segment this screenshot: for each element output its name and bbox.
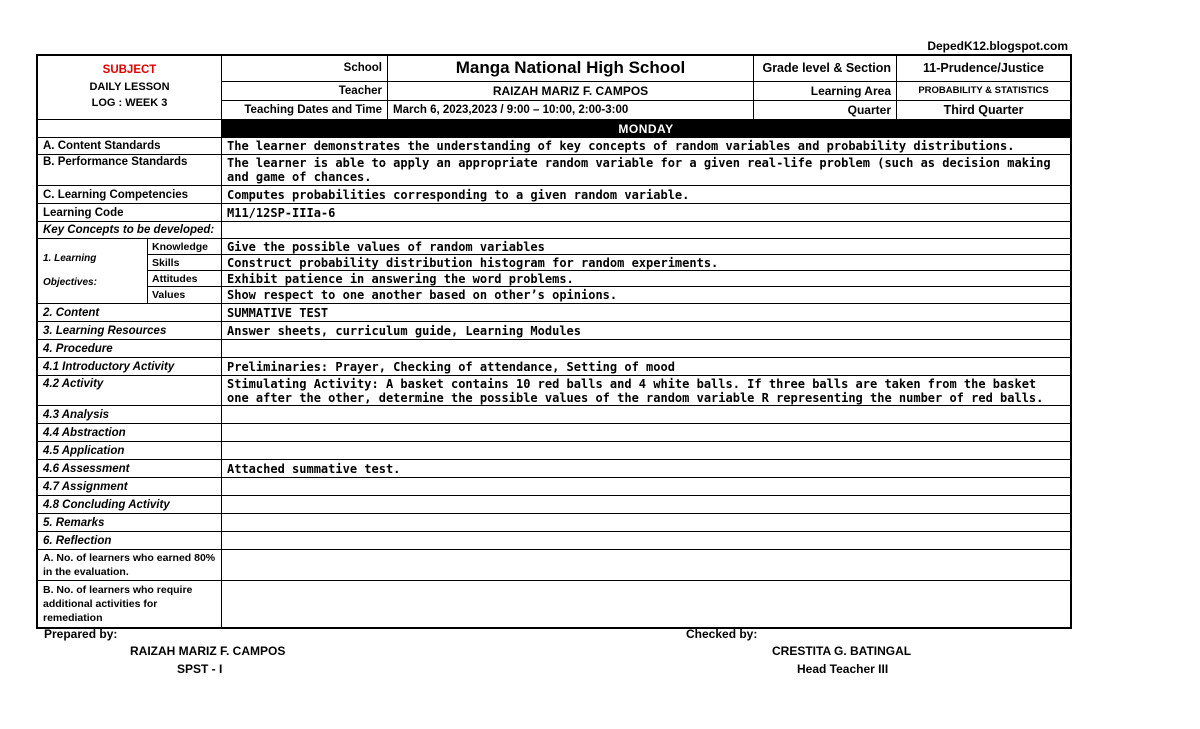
row-intro: [38, 358, 1070, 376]
concluding-value: [222, 496, 1070, 513]
row-procedure: [38, 340, 1070, 358]
teacher-label: Teacher: [222, 82, 388, 100]
analysis-value: [222, 406, 1070, 423]
checked-label: Checked by:: [686, 627, 758, 641]
row-reflection: [38, 532, 1070, 550]
dates-row: [222, 101, 1070, 119]
assignment-value: [222, 478, 1070, 495]
row-application: [38, 442, 1070, 460]
knowledge-label: Knowledge: [148, 239, 221, 255]
row-abstraction: [38, 424, 1070, 442]
row-key-concepts: [38, 222, 1070, 239]
header-row: [38, 56, 1070, 120]
checked-name: CRESTITA G. BATINGAL: [772, 644, 912, 658]
prepared-label: Prepared by:: [44, 627, 118, 641]
competencies-value: Computes probabilities corresponding to a given random variable.: [227, 187, 690, 202]
attitudes-label: Attitudes: [148, 271, 221, 287]
concluding-label: 4.8 Concluding Activity: [38, 496, 222, 513]
reflection-value: [222, 532, 1070, 549]
row-remarks: [38, 514, 1070, 532]
values-value: Show respect to one another based on other’s opinions.: [227, 288, 618, 302]
quarter-value: Third Quarter: [943, 102, 1024, 117]
key-concepts-label: Key Concepts to be developed:: [38, 222, 222, 238]
resources-label: 3. Learning Resources: [38, 322, 222, 339]
row-resources: [38, 322, 1070, 340]
key-concepts-value: [222, 222, 1070, 238]
quarter-label: Quarter: [754, 101, 897, 119]
row-competencies: [38, 186, 1070, 204]
row-content-standards: [38, 138, 1070, 155]
objectives-label-2: Objectives:: [43, 277, 97, 288]
objectives-label: [38, 239, 148, 303]
dates-value: March 6, 2023,2023 / 9:00 – 10:00, 2:00-3:00: [388, 101, 754, 119]
assignment-label: 4.7 Assignment: [38, 478, 222, 495]
activity-value: Stimulating Activity: A basket contains 10 red balls and 4 white balls. If three balls are taken from the basket one after the other, determine the possible values of the random variable R representing the number of red balls.: [227, 376, 1044, 405]
analysis-label: 4.3 Analysis: [38, 406, 222, 423]
row-earned: [38, 550, 1070, 581]
application-value: [222, 442, 1070, 459]
intro-label: 4.1 Introductory Activity: [38, 358, 222, 375]
row-performance-standards: [38, 155, 1070, 186]
prepared-name: RAIZAH MARIZ F. CAMPOS: [130, 644, 286, 658]
content-standards-value: The learner demonstrates the understanding of key concepts of random variables and probability distributions.: [227, 139, 1015, 153]
remediation-label: B. No. of learners who require additional activities for remediation: [38, 581, 222, 627]
objective-values: [222, 239, 1070, 303]
school-row: [222, 56, 1070, 82]
procedure-label: 4. Procedure: [38, 340, 222, 357]
header-info: [222, 56, 1070, 119]
application-label: 4.5 Application: [38, 442, 222, 459]
dll-table: [36, 54, 1072, 629]
teacher-row: [222, 82, 1070, 101]
earned-value: [222, 550, 1070, 580]
row-learning-code: [38, 204, 1070, 222]
dates-label: Teaching Dates and Time: [222, 101, 388, 119]
remarks-label: 5. Remarks: [38, 514, 222, 531]
grade-value: 11-Prudence/Justice: [923, 61, 1044, 76]
knowledge-value: Give the possible values of random variables: [222, 239, 1070, 255]
subject-label: SUBJECT: [102, 64, 157, 76]
remediation-value: [222, 581, 1070, 627]
checked-title: Head Teacher III: [797, 662, 889, 676]
site-url: DepedK12.blogspot.com: [927, 39, 1068, 53]
abstraction-value: [222, 424, 1070, 441]
content-value: SUMMATIVE TEST: [227, 305, 329, 320]
school-label: School: [222, 56, 388, 81]
row-assessment: [38, 460, 1070, 478]
activity-label: 4.2 Activity: [38, 376, 222, 405]
learning-code-label: Learning Code: [38, 204, 222, 221]
area-label: Learning Area: [754, 82, 897, 100]
row-assignment: [38, 478, 1070, 496]
attitudes-value: Exhibit patience in answering the word problems.: [222, 271, 1070, 287]
area-value: PROBABILITY & STATISTICS: [918, 85, 1049, 97]
subject-cell: [38, 56, 222, 119]
row-concluding: [38, 496, 1070, 514]
dll-line2: LOG : WEEK 3: [91, 97, 168, 109]
row-remediation: [38, 581, 1070, 627]
objective-types: [148, 239, 222, 303]
remarks-value: [222, 514, 1070, 531]
assessment-label: 4.6 Assessment: [38, 460, 222, 477]
competencies-label: C. Learning Competencies: [38, 186, 222, 203]
performance-standards-label: B. Performance Standards: [38, 155, 222, 185]
abstraction-label: 4.4 Abstraction: [38, 424, 222, 441]
assessment-value: Attached summative test.: [227, 461, 401, 476]
row-analysis: [38, 406, 1070, 424]
grade-label: Grade level & Section: [754, 56, 897, 81]
earned-label: A. No. of learners who earned 80% in the evaluation.: [38, 550, 222, 580]
teacher-value: RAIZAH MARIZ F. CAMPOS: [388, 82, 754, 100]
resources-value: Answer sheets, curriculum guide, Learning Modules: [227, 323, 582, 338]
skills-label: Skills: [148, 255, 221, 271]
content-label: 2. Content: [38, 304, 222, 321]
procedure-value: [222, 340, 1070, 357]
performance-standards-value: The learner is able to apply an appropriate random variable for a given real-life problem (such as decision making and game of chances.: [227, 156, 1051, 184]
day-row: [38, 120, 1070, 138]
learning-code-value: M11/12SP-IIIa-6: [227, 205, 336, 220]
intro-value: Preliminaries: Prayer, Checking of attendance, Setting of mood: [227, 359, 675, 374]
prepared-title: SPST - I: [177, 662, 223, 676]
content-standards-label: A. Content Standards: [38, 138, 222, 154]
day-label: MONDAY: [222, 120, 1070, 137]
row-activity: [38, 376, 1070, 406]
row-content: [38, 304, 1070, 322]
row-objectives: [38, 239, 1070, 304]
day-blank: [38, 120, 222, 137]
dll-line1: DAILY LESSON: [89, 81, 170, 93]
skills-value: Construct probability distribution histogram for random experiments.: [222, 255, 1070, 271]
values-label: Values: [152, 289, 186, 301]
reflection-label: 6. Reflection: [38, 532, 222, 549]
school-value: Manga National High School: [388, 56, 754, 81]
objectives-label-1: 1. Learning: [43, 253, 97, 264]
